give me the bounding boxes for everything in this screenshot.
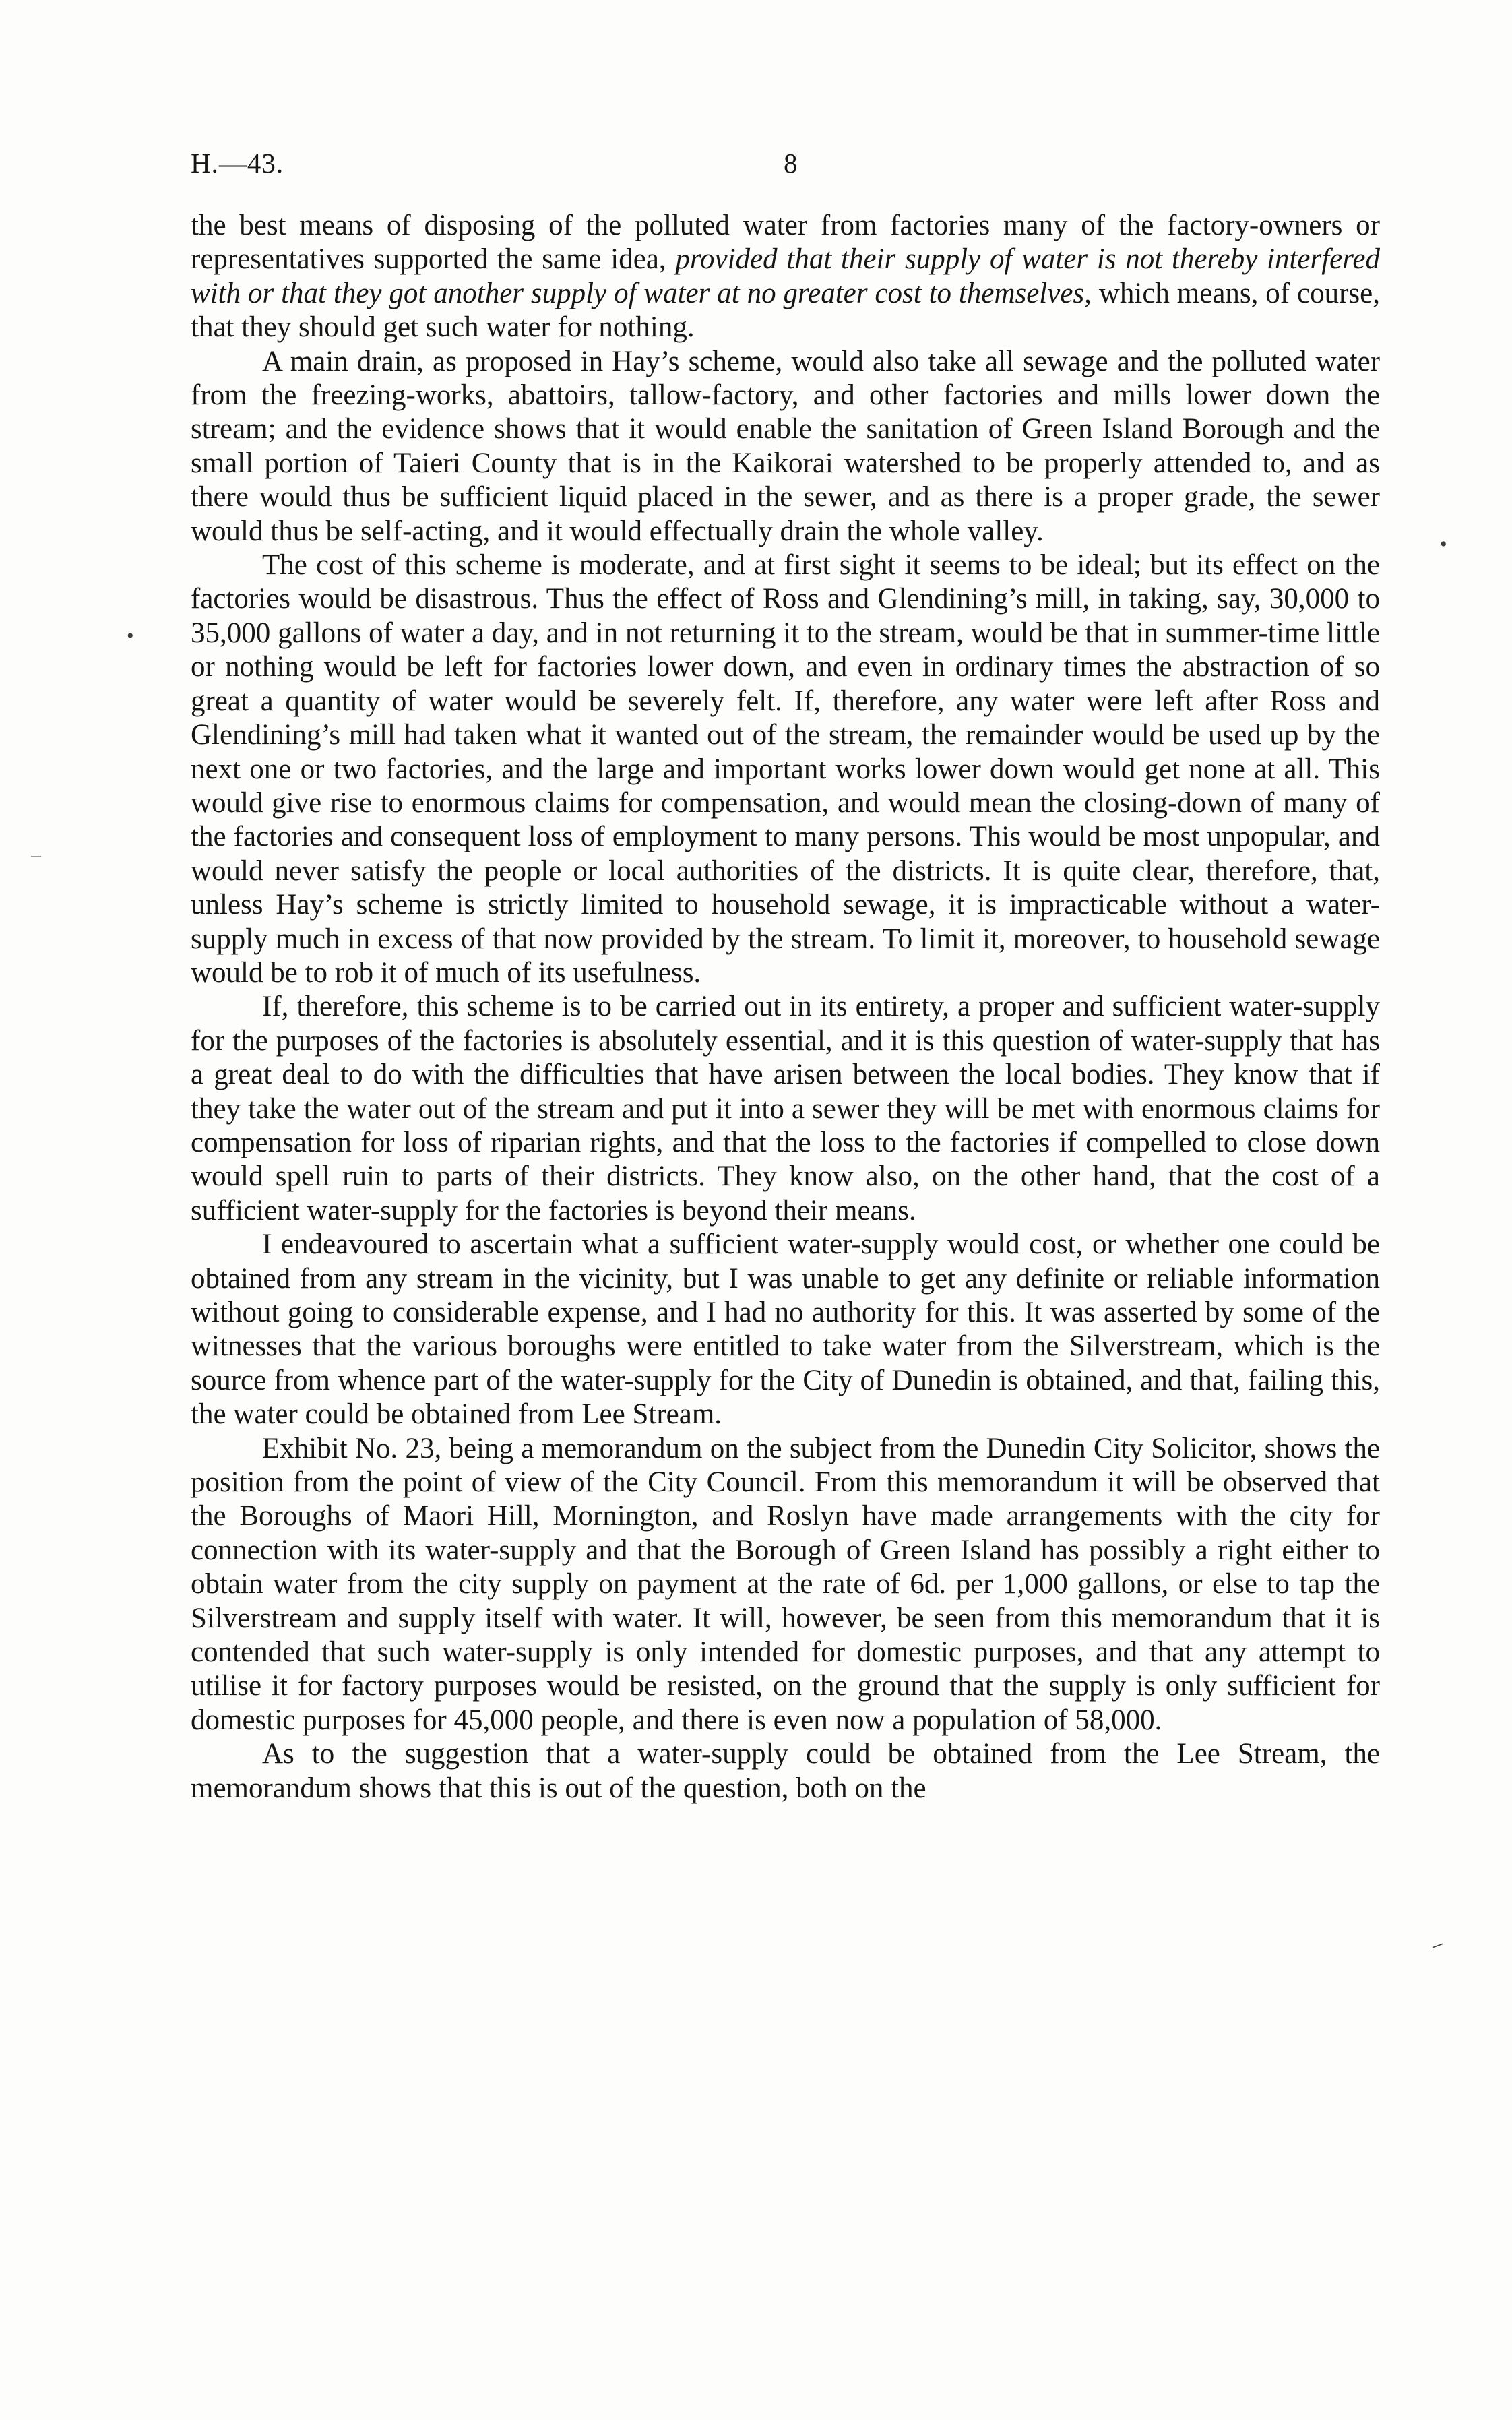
paragraph-1-text-b: which means, of course, that they should get such water for nothing. (191, 277, 1380, 344)
margin-dot-mark: • (1440, 533, 1447, 555)
page-header (191, 143, 1370, 183)
paragraph-1-text-a: the best means of disposing of the polluted water from factories many of the factory-owners or representatives supported the same idea, (191, 210, 1380, 276)
paragraph-1 (191, 209, 1380, 345)
body-text (191, 209, 1380, 1805)
paragraph-7-text: As to the suggestion that a water-supply could be obtained from the Lee Stream, the memorandum shows that this is out of the question, both on the (191, 1738, 1380, 1804)
margin-dot-mark: • (127, 625, 134, 647)
margin-dash-mark: – (31, 844, 41, 866)
paragraph-2-text: A main drain, as proposed in Hay’s scheme, would also take all sewage and the polluted water from the freezing-works, abattoirs, tallow-factory, and other factories and mills lower down the stream; and the evidence shows that it would enable the sanitation of Green Island Borough and the small portion of Taieri County that is in the Kaikorai watershed to be properly attended to, and as there would thus be sufficient liquid placed in the sewer, and as there is a proper grade, the sewer would thus be self-acting, and it would effectually drain the whole valley. (191, 345, 1380, 547)
paragraph-5 (191, 1228, 1380, 1431)
paragraph-3 (191, 549, 1380, 990)
paragraph-4 (191, 990, 1380, 1228)
document-reference: H.—43. (191, 148, 284, 179)
margin-tick-mark: – (1428, 1931, 1447, 1956)
paragraph-3-text: The cost of this scheme is moderate, and at first sight it seems to be ideal; but its effect on the factories would be disastrous. Thus the effect of Ross and Glendining’s mill, in taking, say, 30,000 to 35,000 gallons of water a day, and in not returning it to the stream, would be that in summer-time little or nothing would be left for factories lower down, and even in ordinary times the abstraction of so great a quantity of water would be severely felt. If, therefore, any water were left after Ross and Glendining’s mill had taken what it wanted out of the stream, the remainder would be used up by the next one or two factories, and the large and important works lower down would get none at all. This would give rise to enormous claims for compensation, and would mean the closing-down of many of the factories and consequent loss of employment to many persons. This would be most unpopular, and would never satisfy the people or local authorities of the districts. It is quite clear, therefore, that, unless Hay’s scheme is strictly limited to household sewage, it is impracticable without a water-supply much in excess of that now provided by the stream. To limit it, moreover, to household sewage would be to rob it of much of its usefulness. (191, 549, 1380, 989)
paragraph-6-text: Exhibit No. 23, being a memorandum on the subject from the Dunedin City Solicitor, shows the position from the point of view of the City Council. From this memorandum it will be observed that the Boroughs of Maori Hill, Mornington, and Roslyn have made arrangements with the city for connection with its water-supply and that the Borough of Green Island has possibly a right either to obtain water from the city supply on payment at the rate of 6d. per 1,000 gallons, or else to tap the Silverstream and supply itself with water. It will, however, be seen from this memorandum that it is contended that such water-supply is only intended for domestic purposes, and that any attempt to utilise it for factory purposes would be resisted, on the ground that the supply is only sufficient for domestic purposes for 45,000 people, and there is even now a population of 58,000. (191, 1432, 1380, 1736)
paragraph-4-text: If, therefore, this scheme is to be carried out in its entirety, a proper and sufficient water-supply for the purposes of the factories is absolutely essential, and it is this question of water-supply that has a great deal to do with the difficulties that have arisen between the local bodies. They know that if they take the water out of the stream and put it into a sewer they will be met with enormous claims for compensation for loss of riparian rights, and that the loss to the factories if compelled to close down would spell ruin to parts of their districts. They know also, on the other hand, that the cost of a sufficient water-supply for the factories is beyond their means. (191, 991, 1380, 1227)
paragraph-1-italic-proviso: provided that their supply of water is not thereby interfered with or that they got another supply of water at no greater cost to themselves, (191, 243, 1380, 309)
paragraph-2 (191, 345, 1380, 549)
paragraph-6 (191, 1432, 1380, 1738)
page-number: 8 (784, 148, 798, 179)
paragraph-5-text: I endeavoured to ascertain what a sufficient water-supply would cost, or whether one could be obtained from any stream in the vicinity, but I was unable to get any definite or reliable information without going to considerable expense, and I had no authority for this. It was asserted by some of the witnesses that the various boroughs were entitled to take water from the Silverstream, which is the source from whence part of the water-supply for the City of Dunedin is obtained, and that, failing this, the water could be obtained from Lee Stream. (191, 1229, 1380, 1431)
paragraph-7 (191, 1737, 1380, 1805)
